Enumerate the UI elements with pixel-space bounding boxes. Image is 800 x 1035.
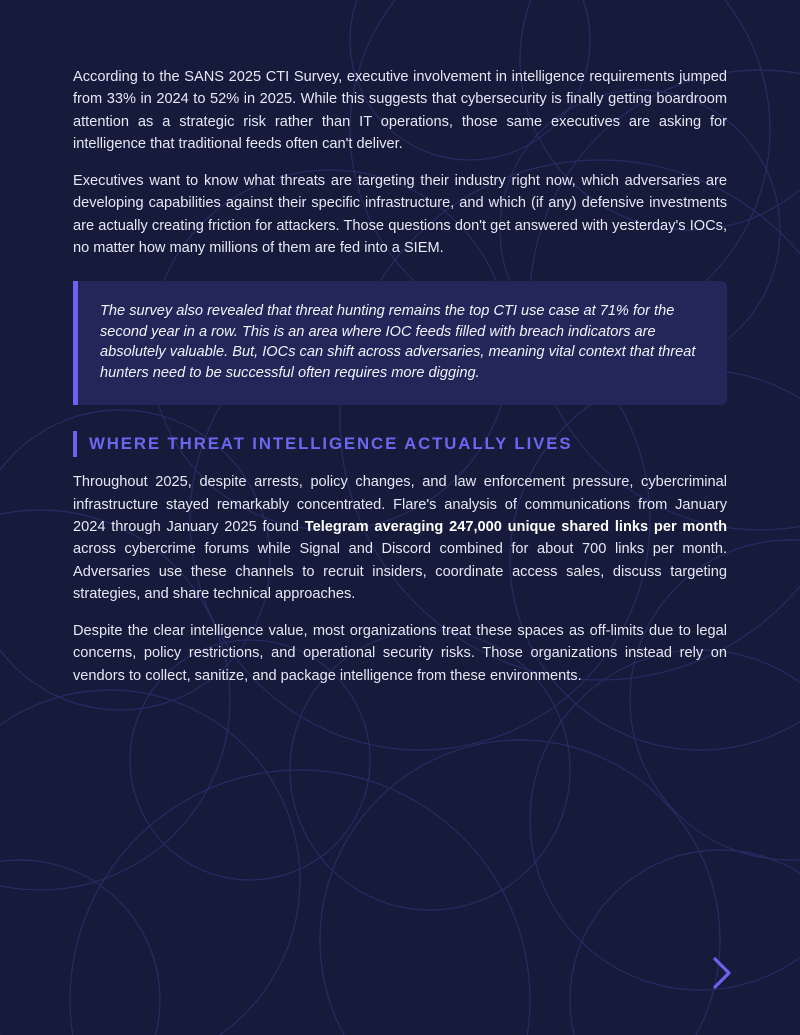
paragraph-infrastructure [73,471,727,605]
article-body [73,66,727,702]
paragraph-off-limits: Despite the clear intelligence value, most organizations treat these spaces as off-limits due to legal concerns, policy restrictions, and operational security risks. Those organizations instead rely on vendors to collect, sanitize, and package intelligence from these environments. [73,623,727,684]
chevron-right-icon[interactable] [708,955,736,991]
telegram-stat-highlight: Telegram averaging 247,000 unique shared links per month [304,518,727,535]
callout-text: The survey also revealed that threat hunting remains the top CTI use case at 71% for the second year in a row. This is an area where IOC feeds filled with breach indicators are absolutely valuable. But, IOCs can shift across adversaries, meaning vital context that threat hunters need to be successful often requires more digging. [100,303,696,381]
paragraph-infrastructure-rest: across cybercrime forums while Signal and Discord combined for about 700 links per month. Adversaries use these channels to recruit insiders, coordinate access sales, discuss targeting strategies, and share technical approaches. [73,541,727,602]
paragraph-executives: Executives want to know what threats are targeting their industry right now, which adversaries are developing capabilities against their specific infrastructure, and which (if any) defensive investments are actually creating friction for attackers. Those questions don't get answered with yesterday's IOCs, no matter how many millions of them are fed into a SIEM. [73,173,727,257]
paragraph-sans-survey: According to the SANS 2025 CTI Survey, executive involvement in intelligence requirements jumped from 33% in 2024 to 52% in 2025. While this suggests that cybersecurity is finally getting boardroom attention as a strategic risk rather than IT operations, those same executives are asking for intelligence that traditional feeds often can't deliver. [73,69,727,152]
callout-quote-box [73,281,727,405]
section-heading: WHERE THREAT INTELLIGENCE ACTUALLY LIVES [73,431,727,457]
paragraph-infrastructure-intro: Throughout 2025, despite arrests, policy changes, and law enforcement pressure, cybercriminal infrastructure stayed remarkably concentrated. Flare's analysis of communications from January 2024 through January 2025 found [73,474,727,535]
